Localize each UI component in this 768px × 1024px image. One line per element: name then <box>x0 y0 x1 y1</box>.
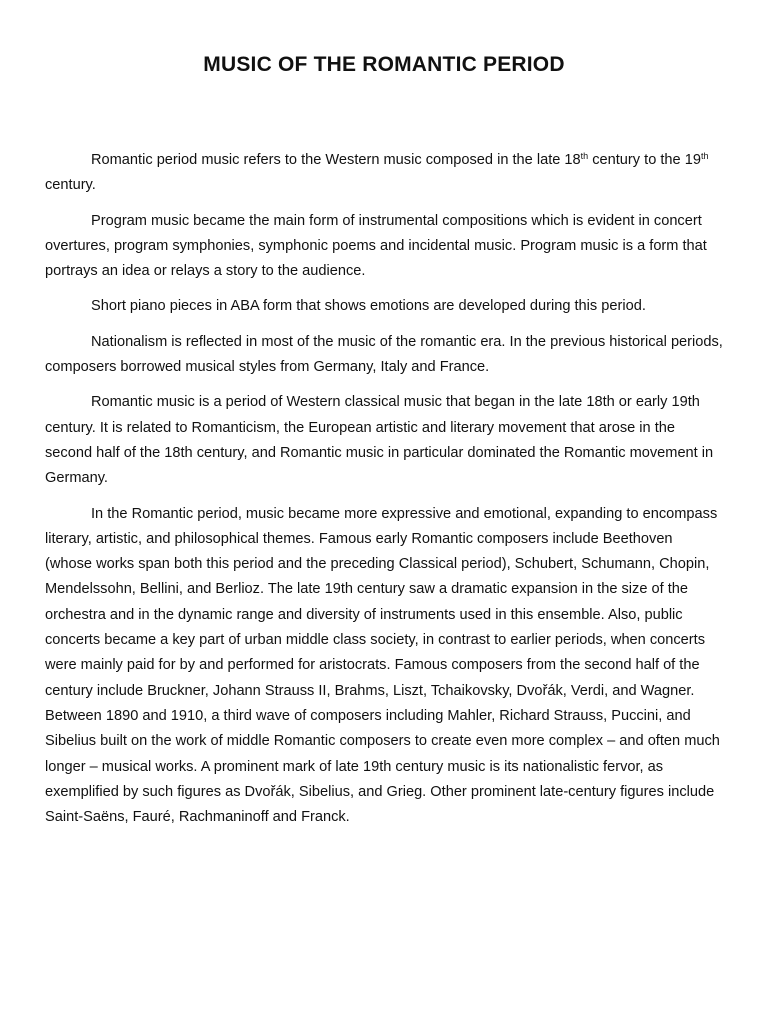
paragraph-definition-text-b: century to the 19 <box>588 152 701 168</box>
document-body <box>45 148 723 830</box>
paragraph-definition-text-a: Romantic period music refers to the Western music composed in the late 18 <box>91 152 581 168</box>
paragraph-romanticism: Romantic music is a period of Western classical music that began in the late 18th or early 19th century. It is related to Romanticism, the European artistic and literary movement that arose in the second half of the 18th century, and Romantic music in particular dominated the Romantic movement in Germany. <box>45 394 714 487</box>
ordinal-suffix: th <box>700 151 709 161</box>
paragraph-piano-pieces: Short piano pieces in ABA form that shows emotions are developed during this period. <box>91 298 646 315</box>
paragraph-definition-text-c: century. <box>45 177 96 194</box>
paragraph-definition <box>45 148 723 199</box>
paragraph-program-music: Program music became the main form of instrumental compositions which is evident in concert overtures, program symphonies, symphonic poems and incidental music. Program music is a form that portrays an idea or relays a story to the audience. <box>45 212 707 280</box>
paragraph-composers: In the Romantic period, music became more expressive and emotional, expanding to encompass literary, artistic, and philosophical themes. Famous early Romantic composers include Beethoven (whose works span both this period and the preceding Classical period), Schubert, Schumann, Chopin, Mendelssohn, Bellini, and Berlioz. The late 19th century saw a dramatic expansion in the size of the orchestra and in the dynamic range and diversity of instruments used in this ensemble. Also, public concerts became a key part of urban middle class society, in contrast to earlier periods, when concerts were mainly paid for by and performed for aristocrats. Famous composers from the second half of the century include Bruckner, Johann Strauss II, Brahms, Liszt, Tchaikovsky, Dvořák, Verdi, and Wagner. Between 1890 and 1910, a third wave of composers including Mahler, Richard Strauss, Puccini, and Sibelius built on the work of middle Romantic composers to create even more complex – and often much longer – musical works. A prominent mark of late 19th century music is its nationalistic fervor, as exemplified by such figures as Dvořák, Sibelius, and Grieg. Other prominent late-century figures include Saint-Saëns, Fauré, Rachmaninoff and Franck. <box>45 505 720 826</box>
ordinal-suffix: th <box>580 151 589 161</box>
paragraph-nationalism: Nationalism is reflected in most of the music of the romantic era. In the previous historical periods, composers borrowed musical styles from Germany, Italy and France. <box>45 333 723 376</box>
document-title: MUSIC OF THE ROMANTIC PERIOD <box>203 53 565 76</box>
